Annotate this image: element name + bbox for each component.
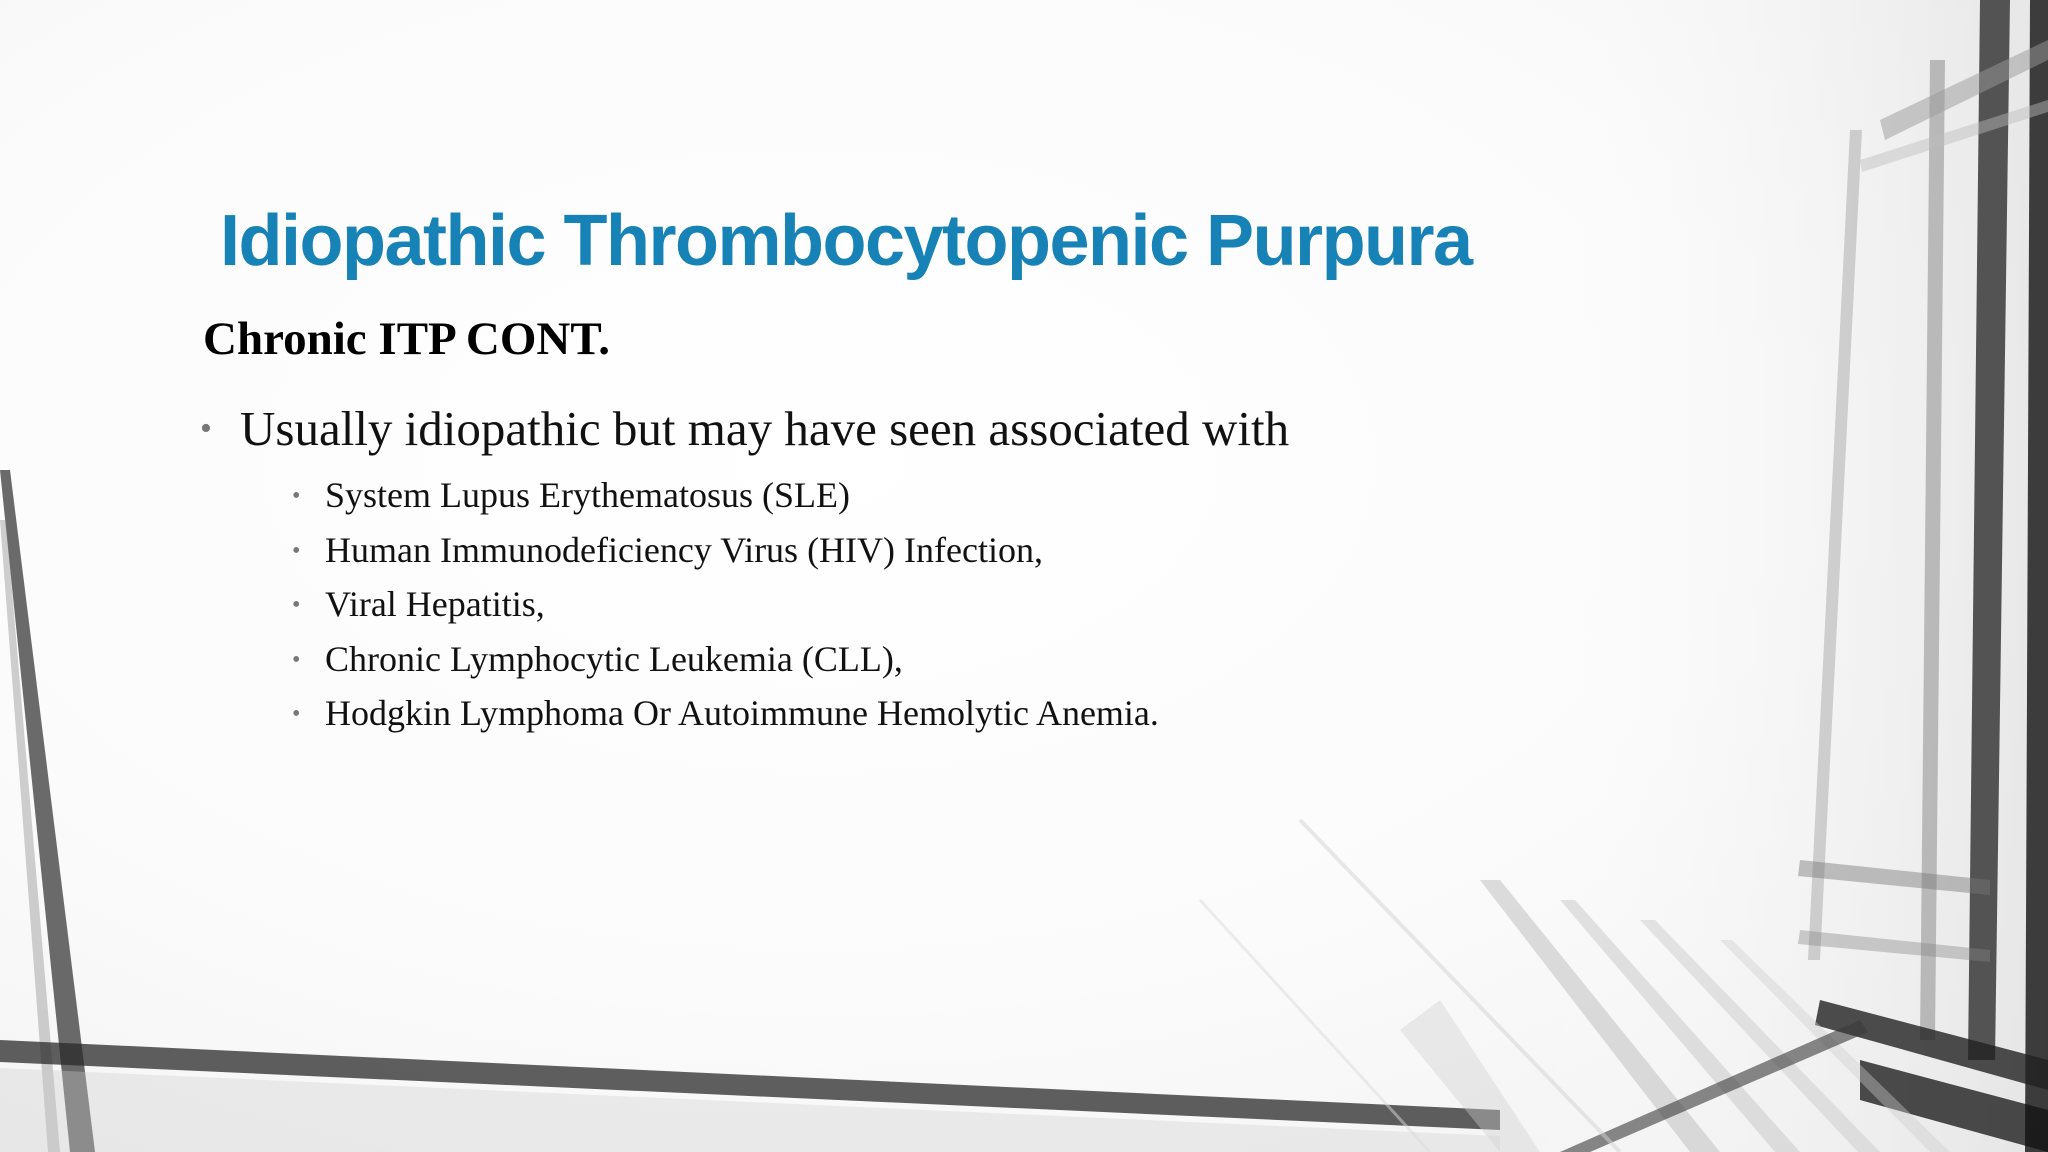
list-item: [292, 692, 1159, 747]
list-item-text: Hodgkin Lymphoma Or Autoimmune Hemolytic Anemia.: [325, 693, 1159, 733]
list-item-text: Human Immunodeficiency Virus (HIV) Infection,: [325, 529, 1043, 570]
list-item: [292, 474, 1159, 529]
list-item-text: Chronic Lymphocytic Leukemia (CLL),: [325, 638, 903, 679]
bullet-icon: •: [292, 592, 301, 618]
list-item: [292, 638, 1159, 693]
bullet-icon: •: [292, 701, 301, 727]
list-item-text: Viral Hepatitis,: [325, 584, 545, 624]
bullet-icon: •: [292, 646, 301, 673]
list-item: [292, 583, 1159, 638]
slide-subtitle: Chronic ITP CONT.: [203, 313, 610, 365]
main-bullet-item: [200, 400, 1289, 457]
bullet-icon: •: [200, 410, 212, 447]
main-bullet-list: [200, 400, 1289, 457]
main-bullet-text: Usually idiopathic but may have seen associated with: [240, 401, 1290, 456]
list-item: [292, 529, 1159, 584]
list-item-text: System Lupus Erythematosus (SLE): [325, 475, 850, 515]
sub-bullet-list: [292, 474, 1159, 747]
bullet-icon: •: [292, 537, 301, 564]
bullet-icon: •: [292, 483, 301, 509]
slide-title: Idiopathic Thrombocytopenic Purpura: [220, 201, 1472, 281]
